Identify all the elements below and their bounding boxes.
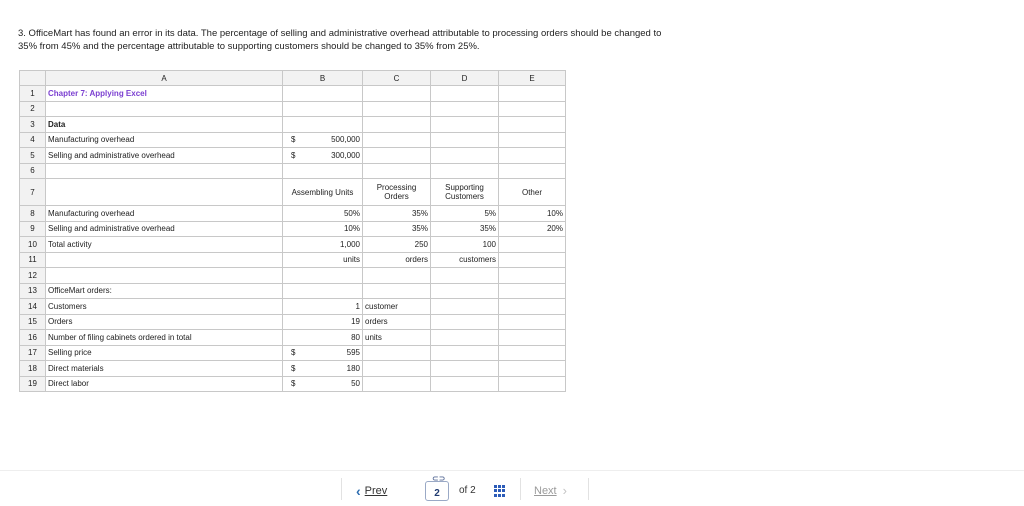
table-row (20, 101, 566, 117)
table-row (20, 252, 566, 268)
prev-label: Prev (364, 485, 388, 497)
cell-b5[interactable]: 300,000 (310, 148, 363, 164)
column-header-d[interactable]: D (431, 71, 499, 86)
cell-b17[interactable]: 595 (310, 345, 363, 361)
cell-e14[interactable] (499, 299, 566, 315)
row-number[interactable]: 15 (20, 314, 46, 330)
cell-d13[interactable] (431, 283, 499, 299)
cell-c14[interactable]: customer (363, 299, 431, 315)
cell-e5[interactable] (499, 148, 566, 164)
table-row (20, 163, 566, 179)
table-row (20, 237, 566, 253)
pagination-bar (0, 470, 1024, 502)
cell-a15[interactable]: Orders (46, 314, 283, 330)
cell-a16[interactable]: Number of filing cabinets ordered in total (46, 330, 283, 346)
cell-a18[interactable]: Direct materials (46, 361, 283, 377)
table-row (20, 221, 566, 237)
table-row (20, 330, 566, 346)
cell-c1[interactable] (363, 86, 431, 102)
spreadsheet (19, 70, 566, 392)
cell-a5[interactable]: Selling and administrative overhead (46, 148, 283, 164)
row-number[interactable]: 8 (20, 206, 46, 222)
cell-d9[interactable]: 35% (431, 221, 499, 237)
cell-a3[interactable]: Data (46, 117, 283, 133)
cell-e12[interactable] (499, 268, 566, 284)
cell-e11[interactable] (499, 252, 566, 268)
cell-b9[interactable]: 10% (283, 221, 363, 237)
page-number-input[interactable] (425, 474, 449, 501)
cell-a11[interactable] (46, 252, 283, 268)
cell-b3[interactable] (283, 117, 363, 133)
cell-b15[interactable]: 19 (283, 314, 363, 330)
cell-e17[interactable] (499, 345, 566, 361)
row-number[interactable]: 12 (20, 268, 46, 284)
cell-e10[interactable] (499, 237, 566, 253)
cell-d11[interactable]: customers (431, 252, 499, 268)
cell-c11[interactable]: orders (363, 252, 431, 268)
cell-c17[interactable] (363, 345, 431, 361)
cell-e6[interactable] (499, 163, 566, 179)
cell-e9[interactable]: 20% (499, 221, 566, 237)
cell-a9[interactable]: Selling and administrative overhead (46, 221, 283, 237)
cell-e7[interactable]: Other (499, 179, 566, 206)
cell-b7[interactable]: Assembling Units (283, 179, 363, 206)
cell-d17[interactable] (431, 345, 499, 361)
cell-a8[interactable]: Manufacturing overhead (46, 206, 283, 222)
table-row (20, 179, 566, 206)
cell-a17[interactable]: Selling price (46, 345, 283, 361)
row-number[interactable]: 14 (20, 299, 46, 315)
table-row (20, 206, 566, 222)
row-number[interactable]: 9 (20, 221, 46, 237)
cell-c3[interactable] (363, 117, 431, 133)
cell-a2[interactable] (46, 101, 283, 117)
link-icon: ⊂⊃ (432, 474, 446, 483)
cell-c10[interactable]: 250 (363, 237, 431, 253)
row-number[interactable]: 4 (20, 132, 46, 148)
column-header-c[interactable]: C (363, 71, 431, 86)
divider (588, 478, 589, 500)
question-text: 3. OfficeMart has found an error in its data. The percentage of selling and administrative overhead attributable to processing orders should be changed to 35% from 45% and the percentage attributable to supporting customers should be changed to 35% from 25%. (18, 28, 662, 52)
cell-c18[interactable] (363, 361, 431, 377)
table-row (20, 299, 566, 315)
cell-d19[interactable] (431, 376, 499, 392)
table-row (20, 376, 566, 392)
table-row (20, 268, 566, 284)
next-label: Next (534, 484, 557, 497)
cell-d6[interactable] (431, 163, 499, 179)
row-number[interactable]: 2 (20, 101, 46, 117)
column-header-a[interactable]: A (46, 71, 283, 86)
cell-b2[interactable] (283, 101, 363, 117)
cell-e2[interactable] (499, 101, 566, 117)
cell-e15[interactable] (499, 314, 566, 330)
cell-a1[interactable]: Chapter 7: Applying Excel (46, 86, 283, 102)
cell-e1[interactable] (499, 86, 566, 102)
cell-a12[interactable] (46, 268, 283, 284)
cell-d7[interactable]: Supporting Customers (431, 179, 499, 206)
cell-e13[interactable] (499, 283, 566, 299)
table-row (20, 314, 566, 330)
cell-d14[interactable] (431, 299, 499, 315)
next-button[interactable] (534, 483, 567, 498)
cell-d4[interactable] (431, 132, 499, 148)
cell-c8[interactable]: 35% (363, 206, 431, 222)
row-number[interactable]: 19 (20, 376, 46, 392)
cell-a7[interactable] (46, 179, 283, 206)
cell-e4[interactable] (499, 132, 566, 148)
row-number[interactable]: 1 (20, 86, 46, 102)
currency-symbol[interactable]: $ (283, 361, 310, 377)
cell-b13[interactable] (283, 283, 363, 299)
currency-symbol[interactable]: $ (283, 345, 310, 361)
cell-c19[interactable] (363, 376, 431, 392)
cell-c4[interactable] (363, 132, 431, 148)
cell-b6[interactable] (283, 163, 363, 179)
cell-a4[interactable]: Manufacturing overhead (46, 132, 283, 148)
chevron-right-icon: › (562, 483, 567, 498)
cell-e19[interactable] (499, 376, 566, 392)
column-header-e[interactable]: E (499, 71, 566, 86)
cell-a10[interactable]: Total activity (46, 237, 283, 253)
divider (520, 478, 521, 500)
cell-e8[interactable]: 10% (499, 206, 566, 222)
cell-c2[interactable] (363, 101, 431, 117)
cell-b12[interactable] (283, 268, 363, 284)
row-number[interactable]: 3 (20, 117, 46, 133)
cell-c9[interactable]: 35% (363, 221, 431, 237)
row-number[interactable]: 7 (20, 179, 46, 206)
cell-d2[interactable] (431, 101, 499, 117)
table-row (20, 117, 566, 133)
cell-b18[interactable]: 180 (310, 361, 363, 377)
row-number[interactable]: 16 (20, 330, 46, 346)
cell-b8[interactable]: 50% (283, 206, 363, 222)
cell-e18[interactable] (499, 361, 566, 377)
cell-b10[interactable]: 1,000 (283, 237, 363, 253)
cell-d5[interactable] (431, 148, 499, 164)
cell-c13[interactable] (363, 283, 431, 299)
currency-symbol[interactable]: $ (283, 132, 310, 148)
cell-b1[interactable] (283, 86, 363, 102)
cell-d12[interactable] (431, 268, 499, 284)
cell-a13[interactable]: OfficeMart orders: (46, 283, 283, 299)
row-number[interactable]: 13 (20, 283, 46, 299)
table-row (20, 283, 566, 299)
row-number[interactable]: 11 (20, 252, 46, 268)
cell-d8[interactable]: 5% (431, 206, 499, 222)
cell-e16[interactable] (499, 330, 566, 346)
cell-c7[interactable]: Processing Orders (363, 179, 431, 206)
currency-symbol[interactable]: $ (283, 148, 310, 164)
cell-b14[interactable]: 1 (283, 299, 363, 315)
cell-b4[interactable]: 500,000 (310, 132, 363, 148)
table-row (20, 345, 566, 361)
cell-e3[interactable] (499, 117, 566, 133)
row-number[interactable]: 5 (20, 148, 46, 164)
table-row (20, 132, 566, 148)
page-count: of 2 (459, 485, 476, 496)
cell-d15[interactable] (431, 314, 499, 330)
cell-b16[interactable]: 80 (283, 330, 363, 346)
cell-c15[interactable]: orders (363, 314, 431, 330)
cell-d1[interactable] (431, 86, 499, 102)
row-number[interactable]: 17 (20, 345, 46, 361)
table-row (20, 148, 566, 164)
cell-b11[interactable]: units (283, 252, 363, 268)
cell-c6[interactable] (363, 163, 431, 179)
row-number[interactable]: 6 (20, 163, 46, 179)
table-row (20, 361, 566, 377)
column-header-row (20, 71, 566, 86)
cell-a14[interactable]: Customers (46, 299, 283, 315)
cell-c16[interactable]: units (363, 330, 431, 346)
table-row (20, 86, 566, 102)
sheet-corner[interactable] (20, 71, 46, 86)
cell-d16[interactable] (431, 330, 499, 346)
divider (341, 478, 342, 500)
cell-d18[interactable] (431, 361, 499, 377)
cell-a19[interactable]: Direct labor (46, 376, 283, 392)
cell-c12[interactable] (363, 268, 431, 284)
cell-b19[interactable]: 50 (310, 376, 363, 392)
column-header-b[interactable]: B (283, 71, 363, 86)
cell-a6[interactable] (46, 163, 283, 179)
currency-symbol[interactable]: $ (283, 376, 310, 392)
row-number[interactable]: 10 (20, 237, 46, 253)
cell-d10[interactable]: 100 (431, 237, 499, 253)
prev-button[interactable] (356, 483, 387, 499)
cell-d3[interactable] (431, 117, 499, 133)
chevron-left-icon: ‹ (356, 483, 361, 499)
grid-icon[interactable] (494, 485, 506, 497)
cell-c5[interactable] (363, 148, 431, 164)
current-page: 2 (434, 488, 440, 499)
row-number[interactable]: 18 (20, 361, 46, 377)
